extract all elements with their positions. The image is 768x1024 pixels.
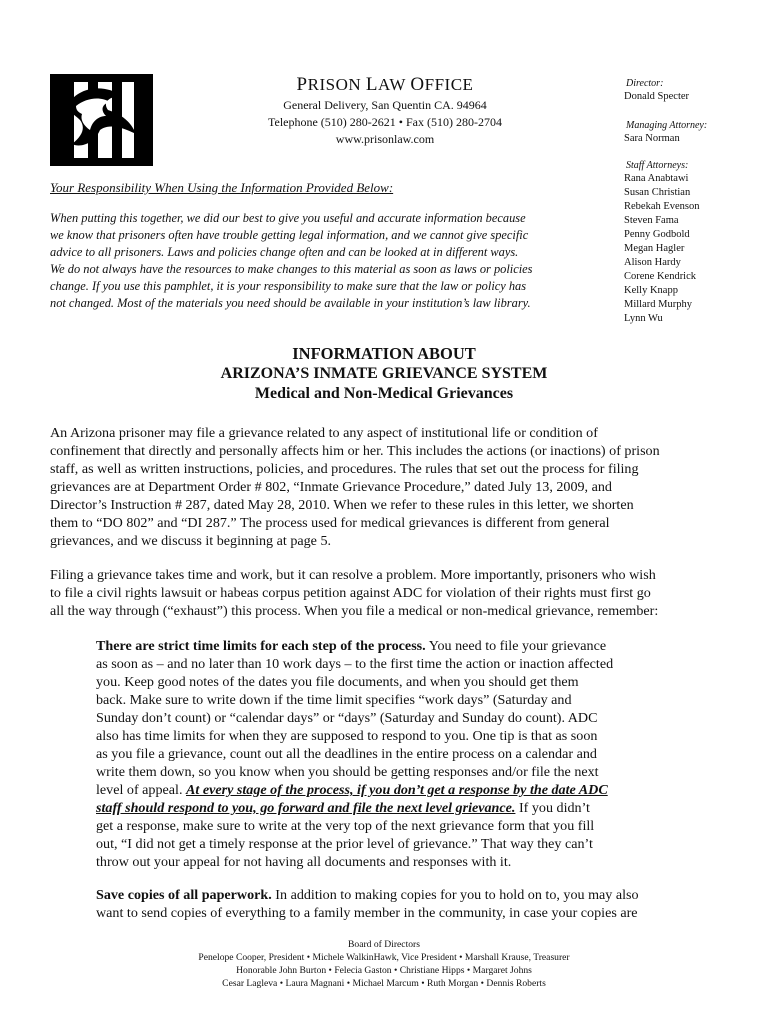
doc-title-line1: INFORMATION ABOUT bbox=[292, 344, 476, 363]
director-label: Director: bbox=[626, 78, 664, 89]
staff-attorney: Susan Christian bbox=[624, 187, 691, 198]
staff-attorney: Alison Hardy bbox=[624, 257, 681, 268]
staff-attorney: Penny Godbold bbox=[624, 229, 690, 240]
time-limits-paragraph: There are strict time limits for each step of the process. You need to file your grievance as soon as – and no later than 10 work days – to the first time the action or inaction affected you. Keep good notes of the dates you file documents, and when you should get them back. Make sure to write down if the time limit specifies “work days” (Saturday and Sunday don’t count) or “calendar days” or “days” (Saturday and Sunday do count). ADC also has time limits for when they are supposed to respond to you. One tip is that as soon as you file a grievance, count out all the deadlines in the entire process on a calendar and write them down, so you know when you should be getting responses and/or file the next level of appeal. At every stage of the process, if you don’t get a response by the date ADC staff should respond to you, go forward and file the next level grievance. If you didn’t get a response, make sure to write at the very top of the next grievance form that you fill out, “I did not get a timely response at the prior level of grievance.” That way they can’t throw out your appeal for not having all documents and responses with it. bbox=[96, 638, 614, 870]
managing-label: Managing Attorney: bbox=[626, 120, 708, 131]
filing-paragraph: Filing a grievance takes time and work, but it can resolve a problem. More importantly, prisoners who wish to file a civil rights lawsuit or habeas corpus petition against ADC for violation of their rights must first go all the way through (“exhaust”) this process. When you file a medical or non-medical grievance, remember: bbox=[50, 567, 659, 619]
board-footer: Board of Directors Penelope Cooper, President • Michele WalkinHawk, Vice President • Marshall Krause, Treasurer Honorable John Burton • Felecia Gaston • Christiane Hipps • Margaret Johns Cesar Lagleva • Laura Magnani • Michael Marcum • Ruth Morgan • Dennis Roberts bbox=[198, 939, 570, 989]
director-name: Donald Specter bbox=[624, 91, 690, 102]
staff-attorney: Rebekah Evenson bbox=[624, 201, 700, 212]
responsibility-heading: Your Responsibility When Using the Information Provided Below: bbox=[50, 180, 394, 195]
staff-attorney: Rana Anabtawi bbox=[624, 173, 689, 184]
org-address: General Delivery, San Quentin CA. 94964 bbox=[283, 98, 487, 112]
managing-name: Sara Norman bbox=[624, 133, 680, 144]
doc-title-line2: ARIZONA’S INMATE GRIEVANCE SYSTEM bbox=[220, 365, 548, 382]
staff-attorney: Lynn Wu bbox=[624, 313, 663, 324]
intro-paragraph: An Arizona prisoner may file a grievance related to any aspect of institutional life or condition of confinement that directly and personally affects him or her. This includes the actions (or inactions) of prison staff, as well as written instructions, policies, and procedures. The rules that set out the process for filing grievances are at Department Order # 802, “Inmate Grievance Procedure,” dated July 13, 2009, and Director’s Instruction # 287, dated May 28, 2010. When we refer to these rules in this letter, we shorten them to “DO 802” and “DI 287.” The process used for medical grievances is different from general grievances, and we discuss it beginning at page 5. bbox=[50, 425, 660, 549]
org-website: www.prisonlaw.com bbox=[335, 132, 435, 146]
staff-attorney: Megan Hagler bbox=[624, 243, 685, 254]
org-phone: Telephone (510) 280-2621 • Fax (510) 280-2704 bbox=[268, 115, 502, 129]
staff-attorney: Corene Kendrick bbox=[624, 271, 697, 282]
staff-attorney: Millard Murphy bbox=[624, 299, 692, 310]
save-copies-paragraph: Save copies of all paperwork. In addition to making copies for you to hold on to, you may also want to send copies of everything to a family member in the community, in case your copies are bbox=[96, 887, 639, 921]
prison-law-office-logo bbox=[50, 74, 153, 166]
doc-title-line3: Medical and Non-Medical Grievances bbox=[254, 385, 514, 402]
responsibility-text: When putting this together, we did our best to give you useful and accurate information because we know that prisoners often have trouble getting legal information, and we cannot give specific advice to all prisoners. Laws and policies change often and can be looked at in different ways. We do not always have the resources to make changes to this material as soon as laws or policies change. If you use this pamphlet, it is your responsibility to make sure that the law or policy has not changed. Most of the materials you need should be available in your institution’s law library. bbox=[50, 211, 533, 310]
staff-attorney: Kelly Knapp bbox=[624, 285, 678, 296]
org-name: PRISON LAW OFFICE bbox=[296, 74, 474, 95]
staff-label: Staff Attorneys: bbox=[626, 160, 689, 171]
staff-attorney: Steven Fama bbox=[624, 215, 679, 226]
